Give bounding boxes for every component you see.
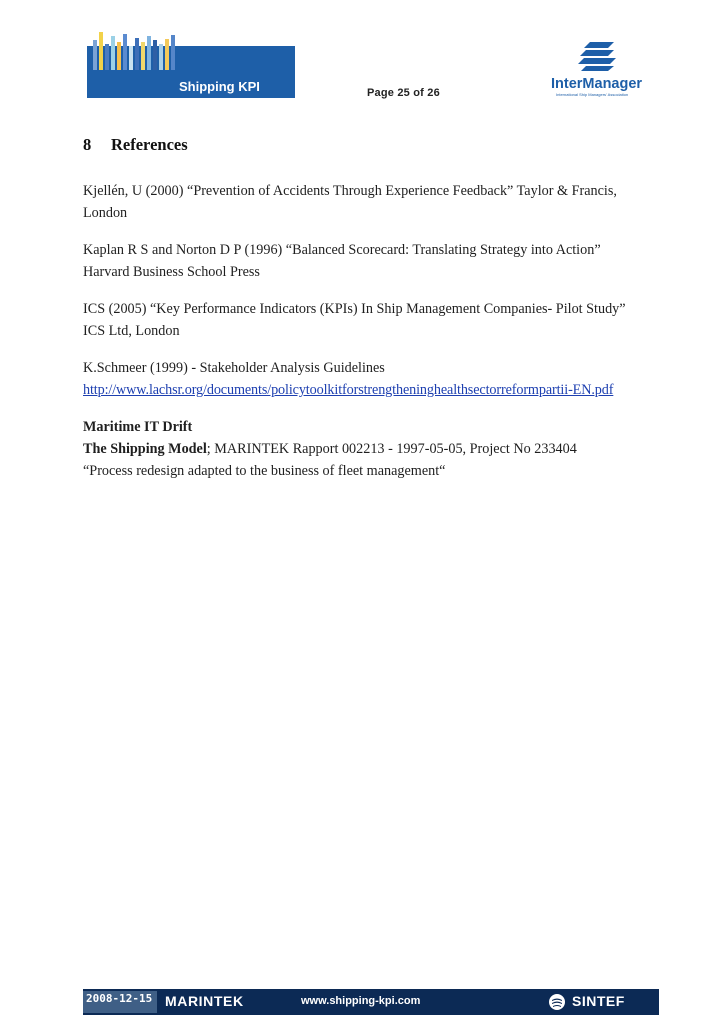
section-title: References [111,135,188,154]
svg-text:International Ship Managers' A: International Ship Managers' Association [556,92,629,97]
page-header [0,0,728,110]
reference-line: London [83,205,128,221]
reference-link[interactable]: http://www.lachsr.org/documents/policytoolkitforstrengtheninghealthsectorreformpartii-EN.pdf [83,382,614,398]
reference-line: Harvard Business School Press [83,264,260,280]
reference-item [83,357,663,401]
reference-item [83,180,663,224]
reference-line: ; MARINTEK Rapport 002213 - 1997-05-05, Project No 233404 [206,441,577,457]
sintef-logo: SINTEF [572,993,625,1009]
reference-line: Kaplan R S and Norton D P (1996) “Balanced Scorecard: Translating Strategy into Action” [83,242,601,258]
reference-item [83,298,663,342]
footer-url: www.shipping-kpi.com [301,995,421,1007]
sintef-icon [548,993,566,1011]
reference-item [83,416,663,482]
marintek-logo: MARINTEK [165,993,244,1009]
reference-line: ICS (2005) “Key Performance Indicators (KPIs) In Ship Management Companies- Pilot Study” [83,301,626,317]
reference-line: Kjellén, U (2000) “Prevention of Accidents Through Experience Feedback” Taylor & Francis, [83,183,617,199]
reference-bold-title: Maritime IT Drift [83,419,193,435]
intermanager-logo [548,40,658,112]
reference-item [83,239,663,283]
shipping-kpi-logo [87,30,295,98]
reference-quote: “Process redesign adapted to the business of fleet management“ [83,463,446,479]
footer-dots-decoration [89,1007,152,1015]
section-number: 8 [83,135,92,154]
reference-line: ICS Ltd, London [83,323,180,339]
svg-text:Shipping KPI: Shipping KPI [179,79,260,94]
section-heading [83,135,188,155]
reference-list [83,180,663,497]
footer-date: 2008-12-15 [83,991,157,1013]
page-footer [83,989,659,1015]
reference-bold-model: The Shipping Model [83,441,207,457]
page-number: Page 25 of 26 [367,87,440,99]
reference-line: K.Schmeer (1999) - Stakeholder Analysis Guidelines [83,360,385,376]
svg-text:InterManager: InterManager [551,76,643,92]
